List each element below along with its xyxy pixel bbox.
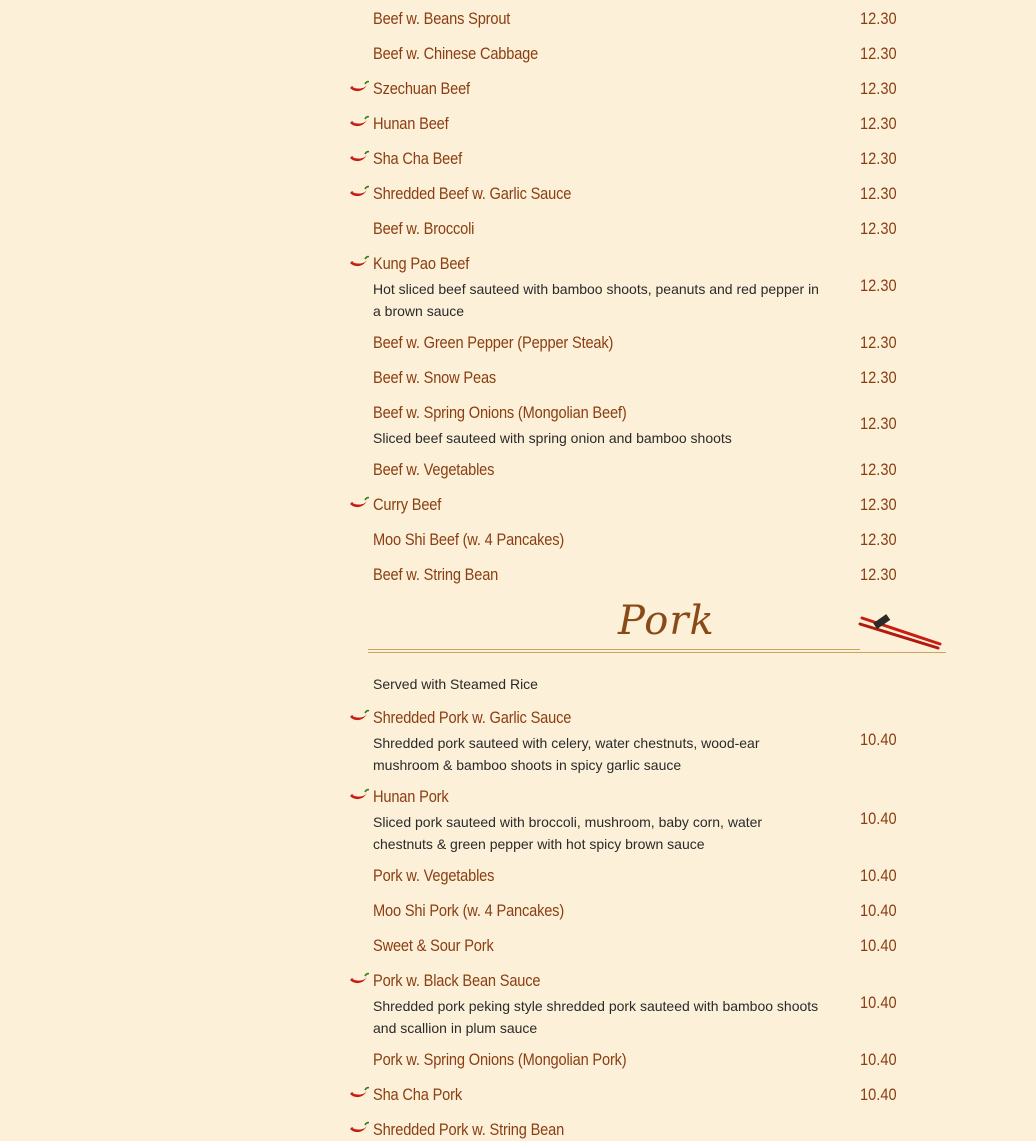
- menu-item-name: Beef w. Broccoli: [373, 219, 475, 238]
- chili-pepper-icon: [349, 184, 369, 200]
- menu-item-price: 10.40: [860, 1050, 897, 1069]
- divider-line: [368, 652, 946, 653]
- menu-item-name: Pork w. Vegetables: [373, 866, 495, 885]
- menu-item-name: Beef w. Vegetables: [373, 460, 495, 479]
- menu-item-price: 12.30: [860, 219, 897, 238]
- chili-pepper-icon: [349, 708, 369, 724]
- menu-item-name: Hunan Beef: [373, 114, 449, 133]
- menu-item-name: Kung Pao Beef: [373, 254, 470, 273]
- menu-item-price: 12.30: [860, 9, 897, 28]
- menu-item-name: Curry Beef: [373, 495, 442, 514]
- menu-item-price: 12.30: [860, 79, 897, 98]
- chopsticks-icon: [858, 614, 948, 650]
- section-title: Pork: [618, 598, 715, 644]
- menu-item-price: 10.40: [860, 866, 897, 885]
- menu-item-name: Sweet & Sour Pork: [373, 936, 494, 955]
- served-with-note: Served with Steamed Rice: [373, 676, 538, 692]
- menu-item-description: Sliced beef sauteed with spring onion and bamboo shoots: [373, 430, 732, 446]
- menu-item-name: Sha Cha Pork: [373, 1085, 462, 1104]
- menu-item-name: Pork w. Black Bean Sauce: [373, 971, 541, 990]
- chili-pepper-icon: [349, 114, 369, 130]
- menu-item-description: Shredded pork peking style shredded pork sauteed with bamboo shoots and scallion in plum sauce: [373, 998, 819, 1036]
- menu-item-price: 12.30: [860, 565, 897, 584]
- menu-item-description: Hot sliced beef sauteed with bamboo shoots, peanuts and red pepper in a brown sauce: [373, 281, 819, 319]
- menu-item-name: Pork w. Spring Onions (Mongolian Pork): [373, 1050, 627, 1069]
- menu-item-price: 10.40: [860, 1085, 897, 1104]
- menu-item-price: 10.40: [860, 901, 897, 920]
- menu-item-name: Szechuan Beef: [373, 79, 470, 98]
- menu-item-name: Moo Shi Pork (w. 4 Pancakes): [373, 901, 565, 920]
- menu-item-price: 12.30: [860, 460, 897, 479]
- menu-item-name: Shredded Pork w. Garlic Sauce: [373, 708, 572, 727]
- menu-item-name: Moo Shi Beef (w. 4 Pancakes): [373, 530, 565, 549]
- menu-item-price: 12.30: [860, 44, 897, 63]
- menu-item-name: Beef w. Snow Peas: [373, 368, 497, 387]
- menu-item-price: 12.30: [860, 149, 897, 168]
- chili-pepper-icon: [349, 971, 369, 987]
- menu-item-name: Beef w. String Bean: [373, 565, 499, 584]
- menu-item-price: 12.30: [860, 495, 897, 514]
- divider-line: [368, 649, 860, 650]
- pork-section-header: [368, 598, 948, 658]
- menu-item-name: Beef w. Beans Sprout: [373, 9, 511, 28]
- chili-pepper-icon: [349, 495, 369, 511]
- menu-item-price: 12.30: [860, 530, 897, 549]
- menu-item-name: Beef w. Spring Onions (Mongolian Beef): [373, 403, 627, 422]
- menu-item-price: 12.30: [860, 184, 897, 203]
- menu-item-name: Shredded Pork w. String Bean: [373, 1120, 565, 1139]
- chili-pepper-icon: [349, 79, 369, 95]
- menu-item-price: 10.40: [860, 809, 897, 828]
- menu-item-description: Shredded pork sauteed with celery, water chestnuts, wood-ear mushroom & bamboo shoots in spicy garlic sauce: [373, 735, 760, 773]
- menu-item-description: Sliced pork sauteed with broccoli, mushroom, baby corn, water chestnuts & green pepper with hot spicy brown sauce: [373, 814, 763, 852]
- menu-item-price: 10.40: [860, 730, 897, 749]
- menu-item-name: Beef w. Chinese Cabbage: [373, 44, 539, 63]
- menu-item-price: 12.30: [860, 114, 897, 133]
- chili-pepper-icon: [349, 787, 369, 803]
- chili-pepper-icon: [349, 1085, 369, 1101]
- menu-item-name: Sha Cha Beef: [373, 149, 462, 168]
- menu-item-price: 12.30: [860, 276, 897, 295]
- menu-item-name: Beef w. Green Pepper (Pepper Steak): [373, 333, 614, 352]
- menu-item-name: Shredded Beef w. Garlic Sauce: [373, 184, 572, 203]
- menu-item-price: 12.30: [860, 333, 897, 352]
- chili-pepper-icon: [349, 149, 369, 165]
- chili-pepper-icon: [349, 254, 369, 270]
- menu-item-price: 10.40: [860, 993, 897, 1012]
- menu-item-price: 12.30: [860, 368, 897, 387]
- chili-pepper-icon: [349, 1120, 369, 1136]
- menu-item-price: 10.40: [860, 936, 897, 955]
- menu-item-name: Hunan Pork: [373, 787, 449, 806]
- menu-item-price: 12.30: [860, 414, 897, 433]
